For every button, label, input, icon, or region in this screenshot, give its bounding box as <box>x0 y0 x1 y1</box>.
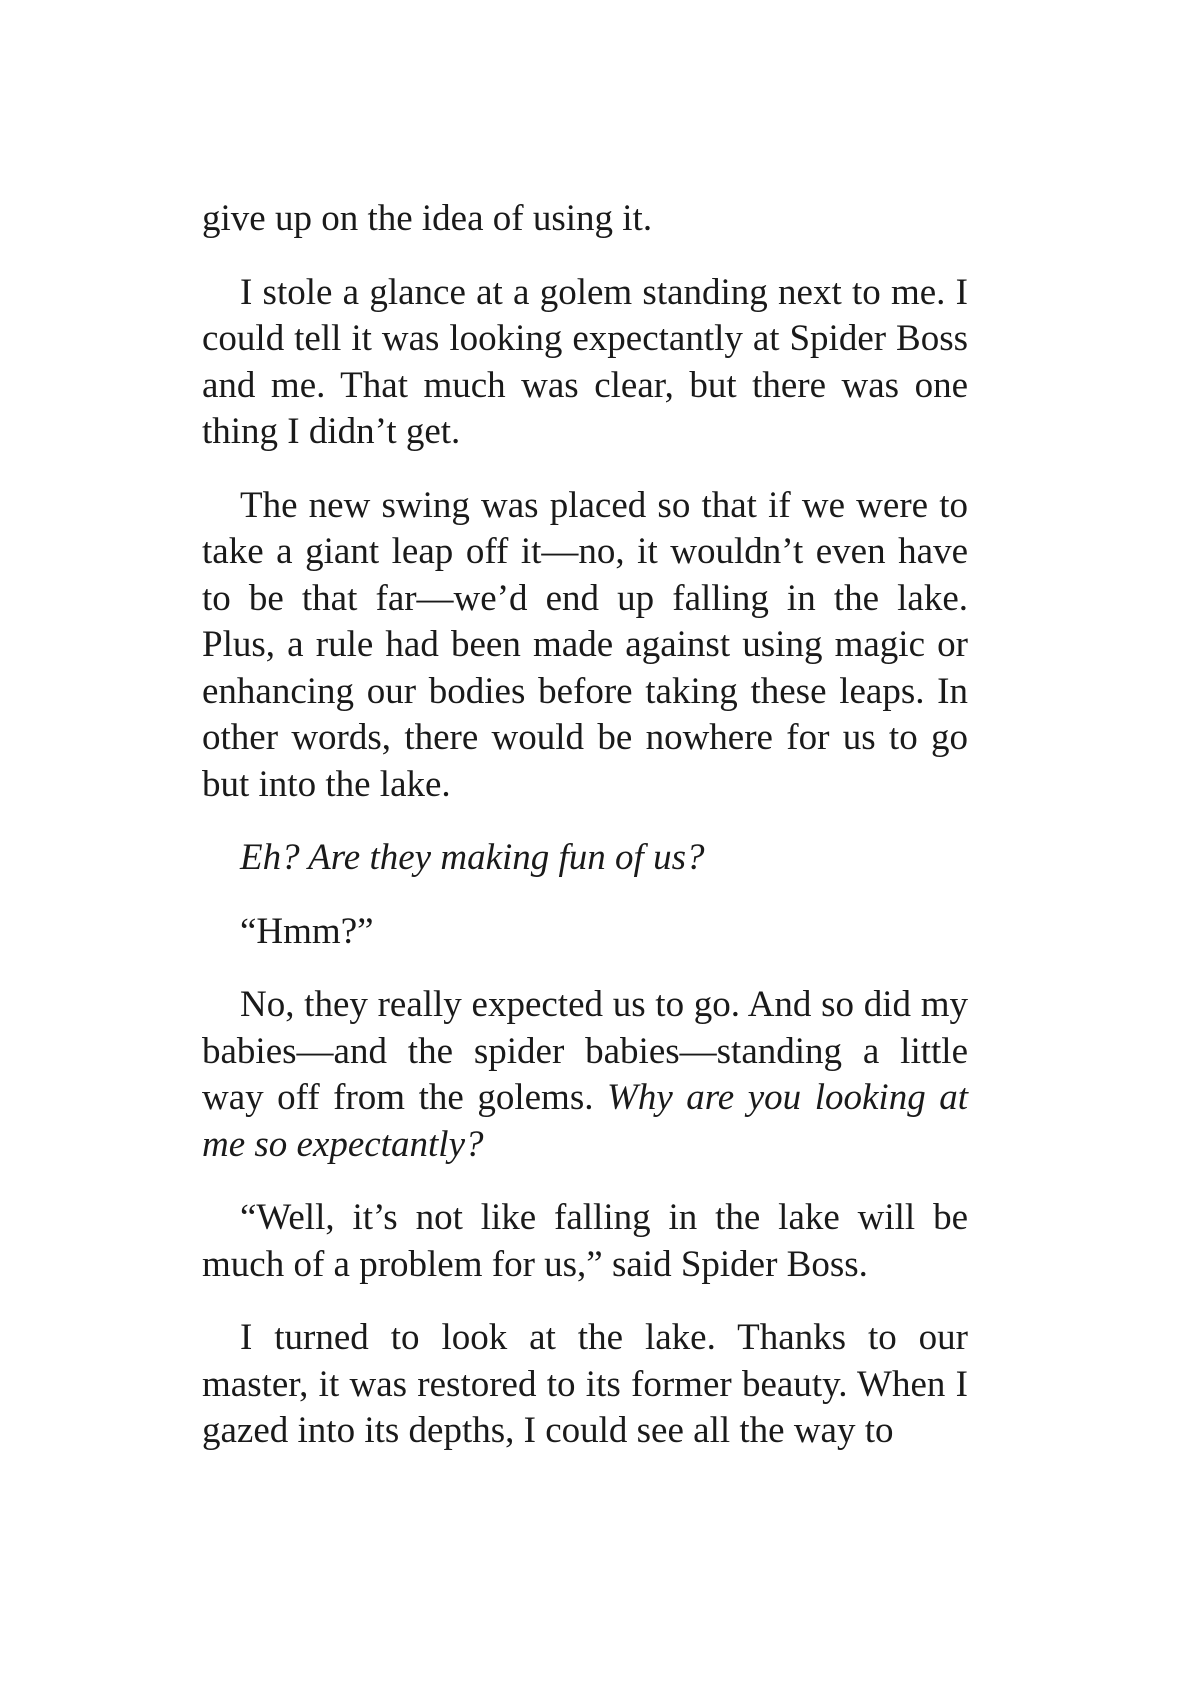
body-text <box>202 196 968 1482</box>
paragraph-continuation: give up on the idea of using it. <box>202 198 653 239</box>
paragraph-lake-view: I turned to look at the lake. Thanks to our master, it was restored to its former beauty. When I gazed into its depths, I could see all the way to <box>202 1317 968 1451</box>
paragraph-inner-thought: Eh? Are they making fun of us? <box>240 837 705 878</box>
paragraph-new-swing: The new swing was placed so that if we were to take a giant leap off it—no, it wouldn’t even have to be that far—we’d end up falling in the lake. Plus, a rule had been made against using magic or enhancing our bodies before taking these leaps. In other words, there would be nowhere for us to go but into the lake. <box>202 484 968 805</box>
paragraph-golem-glance: I stole a glance at a golem standing next to me. I could tell it was looking expectantly at Spider Boss and me. That much was clear, but there was one thing I didn’t get. <box>202 271 968 452</box>
paragraph-dialogue-hmm: “Hmm?” <box>240 910 374 952</box>
paragraph-spider-boss-dialogue: “Well, it’s not like falling in the lake will be much of a problem for us,” said Spider Boss. <box>202 1197 968 1285</box>
paragraph-expectation-thought: Why are you looking at me so expectantly? <box>202 1077 968 1165</box>
paragraph-expectation <box>202 982 968 1168</box>
paragraph-expectation-text: No, they really expected us to go. And so did my babies—and the spider babies—standing a little way off from the golems. <box>202 984 968 1118</box>
